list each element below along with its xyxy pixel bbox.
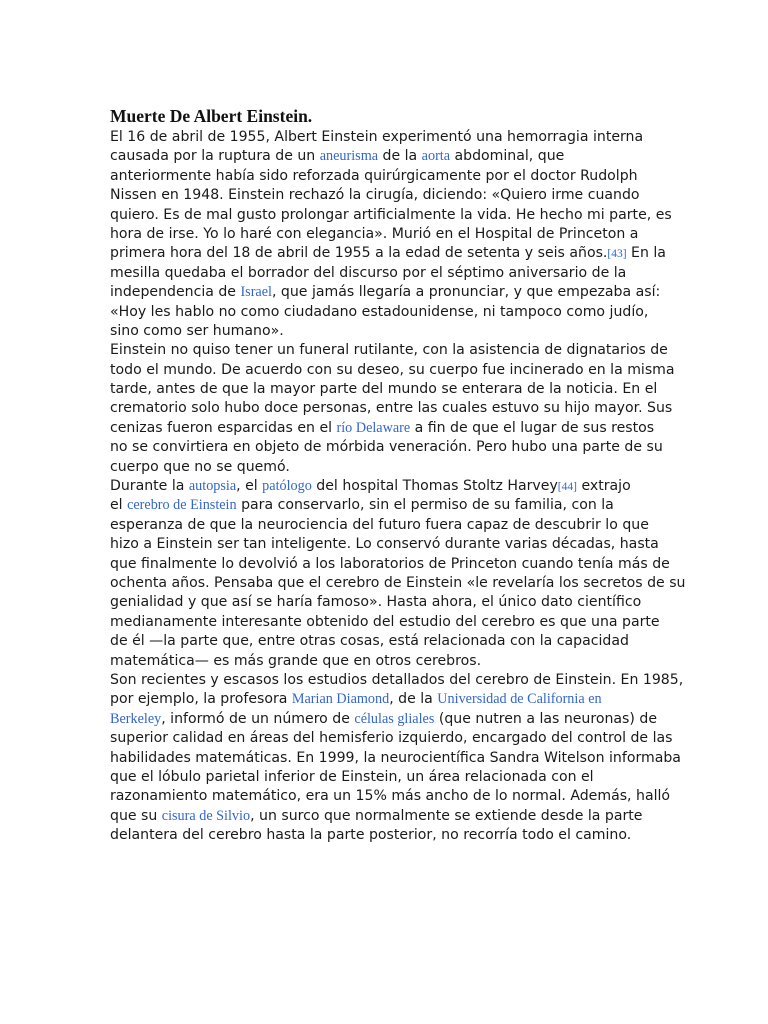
text-run: todo el mundo. De acuerdo con su deseo, su cuerpo fue incinerado en la misma	[110, 361, 675, 378]
wiki-link[interactable]: células gliales	[354, 710, 435, 727]
text-line	[110, 244, 666, 263]
text-run: , informó de un número de	[161, 710, 355, 727]
wiki-link[interactable]: aneurisma	[319, 148, 379, 165]
text-line	[110, 264, 662, 283]
text-run: anteriormente había sido reforzada quirúrgicamente por el doctor Rudolph	[110, 167, 638, 184]
text-line	[110, 399, 673, 418]
text-line	[110, 225, 662, 244]
text-run: razonamiento matemático, era un 15% más ancho de lo normal. Además, halló	[110, 788, 671, 805]
text-run: que su	[110, 807, 162, 824]
text-run: En la	[626, 245, 666, 262]
text-run: ochenta años. Pensaba que el cerebro de Einstein «le revelaría los secretos de su	[110, 574, 686, 591]
text-line	[110, 555, 670, 574]
document-page	[110, 104, 686, 845]
text-run: cenizas fueron esparcidas en el	[110, 419, 337, 436]
text-line	[110, 749, 681, 768]
text-line	[110, 632, 662, 651]
reference-link[interactable]: [44]	[557, 481, 577, 494]
text-run: (que nutren a las neuronas) de	[434, 710, 657, 727]
text-run: independencia de	[110, 284, 241, 301]
text-line	[110, 652, 662, 671]
text-run: El 16 de abril de 1955, Albert Einstein experimentó una hemorragia interna	[110, 129, 644, 145]
text-run: Einstein no quiso tener un funeral rutilante, con la asistencia de dignatarios de	[110, 342, 668, 359]
text-line	[110, 128, 662, 147]
text-line	[110, 826, 662, 845]
text-line	[110, 574, 686, 593]
text-line	[110, 419, 662, 438]
text-line	[110, 787, 671, 806]
text-run: a fin de que el lugar de sus restos	[410, 419, 655, 436]
text-run: sino como ser humano».	[110, 322, 284, 339]
text-run: de él —la parte que, entre otras cosas, está relacionada con la capacidad	[110, 633, 629, 650]
text-run: crematorio solo hubo doce personas, entre las cuales estuvo su hijo mayor. Sus	[110, 400, 673, 417]
wiki-link[interactable]: Israel	[240, 284, 272, 301]
text-line	[110, 477, 662, 496]
paragraph	[110, 128, 672, 341]
text-line	[110, 380, 662, 399]
text-line	[110, 361, 675, 380]
text-line	[110, 167, 662, 186]
text-line	[110, 613, 662, 632]
wiki-link[interactable]: Marian Diamond	[291, 691, 390, 708]
wiki-link[interactable]: aorta	[421, 148, 451, 165]
text-run: extrajo	[576, 478, 631, 495]
text-run: no se convirtiera en objeto de mórbida veneración. Pero hubo una parte de su	[110, 439, 663, 456]
text-line	[110, 458, 662, 477]
text-line	[110, 671, 684, 690]
wiki-link[interactable]: cisura de Silvio	[161, 807, 251, 824]
paragraph	[110, 671, 684, 846]
text-line	[110, 496, 662, 515]
text-line	[110, 322, 662, 341]
text-line	[110, 206, 672, 225]
document-title: Muerte De Albert Einstein.	[110, 106, 313, 126]
text-run: superior calidad en áreas del hemisferio izquierdo, encargado del control de las	[110, 730, 673, 747]
wiki-link[interactable]: Berkeley	[110, 710, 162, 727]
wiki-link[interactable]: cerebro de Einstein	[127, 497, 237, 514]
text-run: Durante la	[110, 478, 189, 495]
text-run: medianamente interesante obtenido del estudio del cerebro es que una parte	[110, 613, 660, 630]
paragraph	[110, 341, 675, 477]
reference-link[interactable]: [43]	[607, 248, 627, 261]
text-line	[110, 186, 662, 205]
text-line	[110, 438, 662, 457]
text-run: primera hora del 18 de abril de 1955 a la edad de setenta y seis años.	[110, 245, 608, 262]
text-run: para conservarlo, sin el permiso de su familia, con la	[236, 497, 614, 514]
wiki-link[interactable]: patólogo	[262, 478, 312, 495]
text-run: de la	[378, 148, 422, 165]
text-line	[110, 690, 662, 709]
text-line	[110, 147, 662, 166]
text-run: que finalmente lo devolvió a los laboratorios de Princeton cuando tenía más de	[110, 555, 670, 572]
text-run: «Hoy les hablo no como ciudadano estadounidense, ni tampoco como judío,	[110, 303, 649, 320]
text-run: matemática— es más grande que en otros cerebros.	[110, 652, 482, 669]
text-line	[110, 303, 662, 322]
text-line	[110, 535, 662, 554]
text-run: tarde, antes de que la mayor parte del mundo se enterara de la noticia. En el	[110, 381, 658, 398]
text-line	[110, 710, 662, 729]
text-run: mesilla quedaba el borrador del discurso por el séptimo aniversario de la	[110, 264, 627, 281]
text-run: por ejemplo, la profesora	[110, 691, 292, 708]
text-run: Son recientes y escasos los estudios detallados del cerebro de Einstein. En 1985,	[110, 671, 684, 688]
paragraph	[110, 477, 686, 671]
document-body	[110, 128, 686, 845]
text-run: el	[110, 497, 128, 514]
text-line	[110, 768, 662, 787]
text-run: abdominal, que	[450, 148, 565, 165]
text-run: , que jamás llegaría a pronunciar, y que empezaba así:	[271, 284, 661, 301]
wiki-link[interactable]: Universidad de California en	[437, 691, 602, 708]
text-run: quiero. Es de mal gusto prolongar artificialmente la vida. He hecho mi parte, es	[110, 206, 672, 223]
text-run: , de la	[389, 691, 438, 708]
text-run: Nissen en 1948. Einstein rechazó la cirugía, diciendo: «Quiero irme cuando	[110, 187, 640, 204]
text-line	[110, 729, 673, 748]
text-run: esperanza de que la neurociencia del futuro fuera capaz de descubrir lo que	[110, 516, 649, 533]
text-line	[110, 807, 662, 826]
text-run: causada por la ruptura de un	[110, 148, 320, 165]
text-line	[110, 593, 662, 612]
text-line	[110, 516, 662, 535]
text-run: hizo a Einstein ser tan inteligente. Lo conservó durante varias décadas, hasta	[110, 536, 659, 553]
text-run: habilidades matemáticas. En 1999, la neurocientífica Sandra Witelson informaba	[110, 749, 681, 766]
text-run: hora de irse. Yo lo haré con elegancia». Murió en el Hospital de Princeton a	[110, 225, 639, 242]
text-run: genialidad y que así se haría famoso». Hasta ahora, el único dato científico	[110, 594, 642, 611]
wiki-link[interactable]: río Delaware	[336, 419, 411, 436]
text-run: que el lóbulo parietal inferior de Einstein, un área relacionada con el	[110, 768, 594, 785]
text-run: , el	[236, 478, 263, 495]
text-run: delantera del cerebro hasta la parte posterior, no recorría todo el camino.	[110, 827, 632, 844]
text-line	[110, 283, 662, 302]
text-line	[110, 341, 668, 360]
text-run: del hospital Thomas Stoltz Harvey	[311, 478, 558, 495]
wiki-link[interactable]: autopsia	[188, 478, 237, 495]
text-run: cuerpo que no se quemó.	[110, 458, 290, 475]
text-run: , un surco que normalmente se extiende desde la parte	[250, 807, 643, 824]
